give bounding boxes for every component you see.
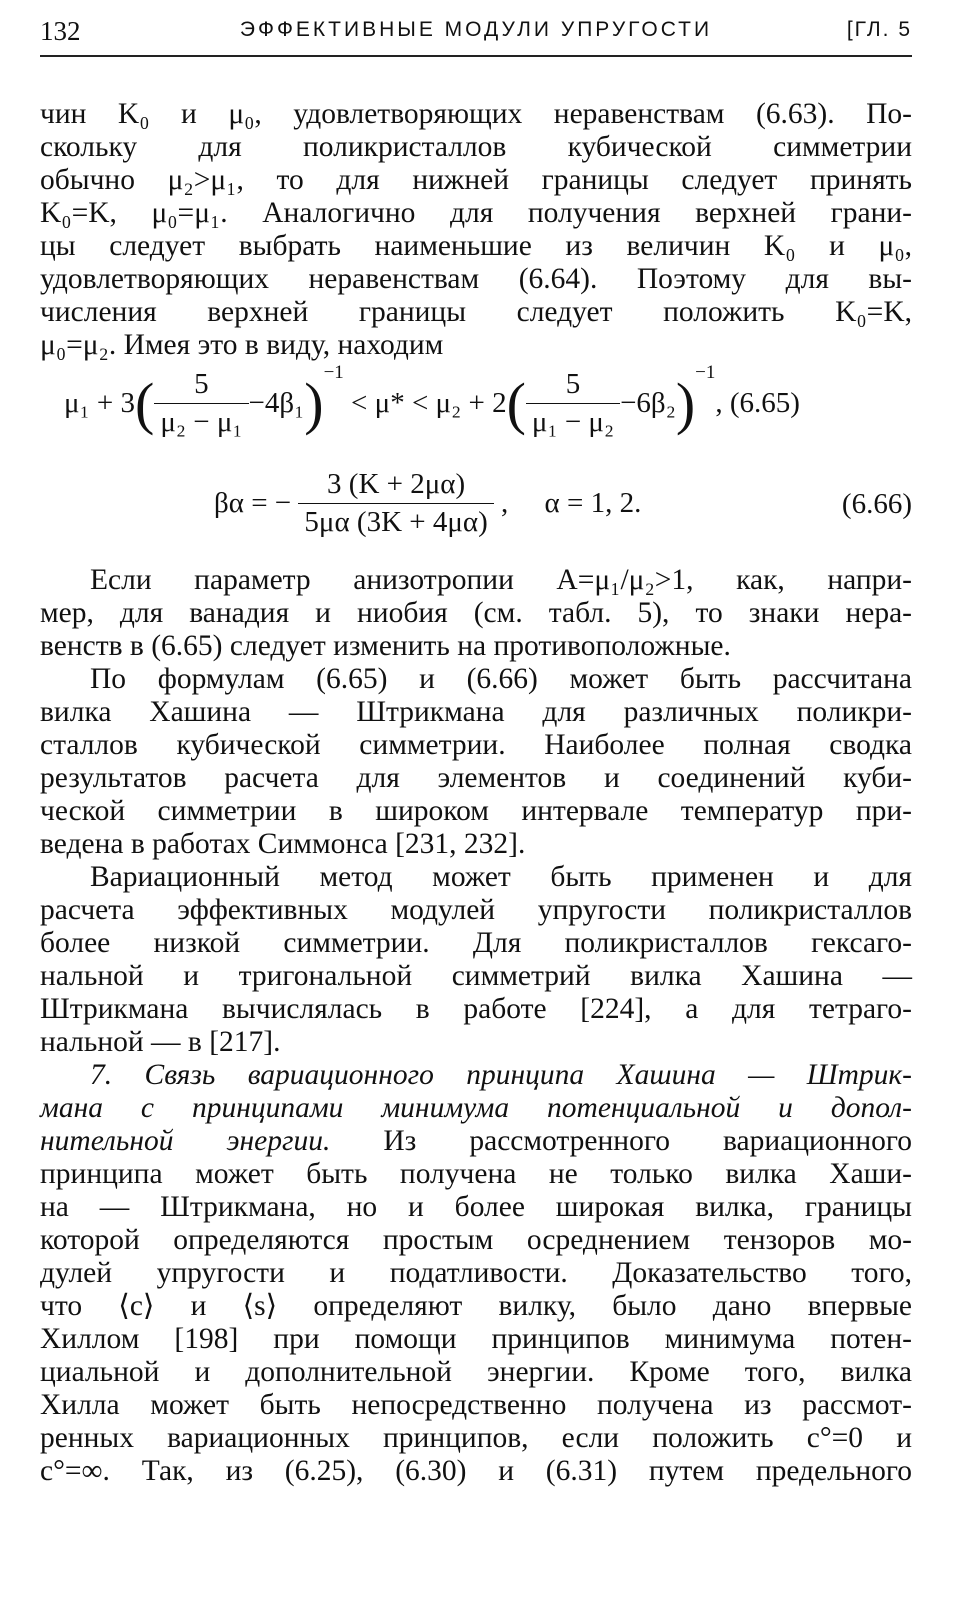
paren-open: (: [135, 371, 155, 436]
text-line: чин K₀ и μ₀, удовлетворяющих неравенствам (6.63). По-: [40, 98, 912, 130]
text-line: μ₀=μ₂. Имея это в виду, находим: [40, 329, 444, 361]
paren-close: ): [675, 371, 696, 436]
running-header: [40, 14, 912, 48]
header-rule: [40, 55, 912, 57]
exponent-2: −1: [695, 362, 716, 383]
text-line: вилка Хашина — Штрикмана для различных поликри-: [40, 696, 912, 728]
text-line: числения верхней границы следует положить K₀=K,: [40, 296, 912, 328]
text-line: Вариационный метод может быть применен и для: [90, 861, 912, 893]
paragraph-2: [40, 564, 912, 663]
text-line: принципа может быть получена не только вилка Хаши-: [40, 1158, 912, 1190]
formula-mid-2: −6β₂: [620, 387, 676, 419]
chapter-marker: [ГЛ. 5: [846, 18, 912, 41]
paragraph-4: [40, 861, 912, 1059]
running-title: ЭФФЕКТИВНЫЕ МОДУЛИ УПРУГОСТИ: [239, 18, 713, 41]
text-line: скольку для поликристаллов кубической симметрии: [40, 131, 912, 163]
formula-lhs: βα = −: [214, 487, 292, 519]
section-heading-end: нительной энергии.: [40, 1125, 331, 1157]
text-line: удовлетворяющих неравенствам (6.64). Поэтому для вы-: [40, 263, 912, 295]
text-line: венств в (6.65) следует изменить на противоположные.: [40, 630, 731, 662]
section-heading-line: 7. Связь вариационного принципа Хашина — Штрик-: [90, 1059, 912, 1091]
text-line: По формулам (6.65) и (6.66) может быть рассчитана: [90, 663, 912, 695]
section-heading-line: мана с принципами минимума потенциальной и допол-: [40, 1092, 912, 1124]
text-line: мер, для ванадия и ниобия (см. табл. 5), то знаки нера-: [40, 597, 912, 629]
text-line: ведена в работах Симмонса [231, 232].: [40, 828, 526, 860]
equation-number-6-65: , (6.65): [715, 387, 800, 419]
text-line: циальной и дополнительной энергии. Кроме того, вилка: [40, 1356, 912, 1388]
text-line: которой определяются простым осреднением тензоров мо-: [40, 1224, 912, 1256]
paragraph-3: [40, 663, 912, 861]
text-line: ренных вариационных принципов, если положить c°=0 и: [40, 1422, 912, 1454]
formula-left: μ₁ + 3: [64, 387, 136, 419]
text-line: цы следует выбрать наименьшие из величин K₀ и μ₀,: [40, 230, 912, 262]
text-line: K₀=K, μ₀=μ₁. Аналогично для получения верхней грани-: [40, 197, 912, 229]
text-line: результатов расчета для элементов и соединений куби-: [40, 762, 912, 794]
fraction-beta-num: 3 (K + 2μα): [298, 468, 493, 504]
text-line: более низкой симметрии. Для поликристаллов гексаго-: [40, 927, 912, 959]
text-fragment: Из рассмотренного вариационного: [383, 1125, 912, 1157]
formula-inequality: < μ* < μ₂ + 2: [351, 387, 507, 419]
text-line: что ⟨c⟩ и ⟨s⟩ определяют вилку, было дано впервые: [40, 1290, 912, 1322]
fraction-1-den: μ₂ − μ₁: [160, 406, 243, 438]
text-line: на — Штрикмана, но и более широкая вилка, границы: [40, 1191, 912, 1223]
text-line: Хилла может быть непосредственно получена из рассмот-: [40, 1389, 912, 1421]
fraction-2-num: 5: [526, 368, 620, 404]
text-line: Штрикмана вычислялась в работе [224], а для тетраго-: [40, 993, 912, 1025]
text-line: Если параметр анизотропии A=μ₁/μ₂>1, как, напри-: [90, 564, 912, 596]
formula-6-66: [40, 468, 912, 548]
fraction-beta-den: 5μα (3K + 4μα): [304, 506, 488, 538]
text-line: обычно μ₂>μ₁, то для нижней границы следует принять: [40, 164, 912, 196]
text-line: сталлов кубической симметрии. Наиболее полная сводка: [40, 729, 912, 761]
text-line: Хиллом [198] при помощи принципов минимума потен-: [40, 1323, 912, 1355]
paren-open: (: [506, 371, 526, 436]
text-line: ческой симметрии в широком интервале температур при-: [40, 795, 912, 827]
fraction-2: [526, 368, 620, 439]
fraction-1-num: 5: [154, 368, 248, 404]
page-number: 132: [40, 16, 81, 46]
text-line: нальной — в [217].: [40, 1026, 281, 1058]
text-line-mixed: [40, 1125, 912, 1158]
equation-number-6-66: (6.66): [841, 488, 912, 520]
paragraph-5: [40, 1059, 912, 1488]
paragraph-1: [40, 98, 912, 362]
fraction-beta: [298, 468, 493, 539]
exponent-1: −1: [323, 362, 344, 383]
fraction-2-den: μ₁ − μ₂: [531, 406, 615, 438]
formula-condition: , α = 1, 2.: [501, 487, 642, 519]
text-line: нальной и тригональной симметрий вилка Хашина —: [40, 960, 912, 992]
formula-mid-1: −4β₁: [248, 387, 305, 419]
text-line: дулей упругости и податливости. Доказательство того,: [40, 1257, 912, 1289]
paren-close: ): [304, 371, 324, 436]
fraction-1: [154, 368, 248, 439]
text-line: c°=∞. Так, из (6.25), (6.30) и (6.31) путем предельного: [40, 1455, 912, 1487]
formula-6-65: [40, 362, 912, 448]
text-line: расчета эффективных модулей упругости поликристаллов: [40, 894, 912, 926]
